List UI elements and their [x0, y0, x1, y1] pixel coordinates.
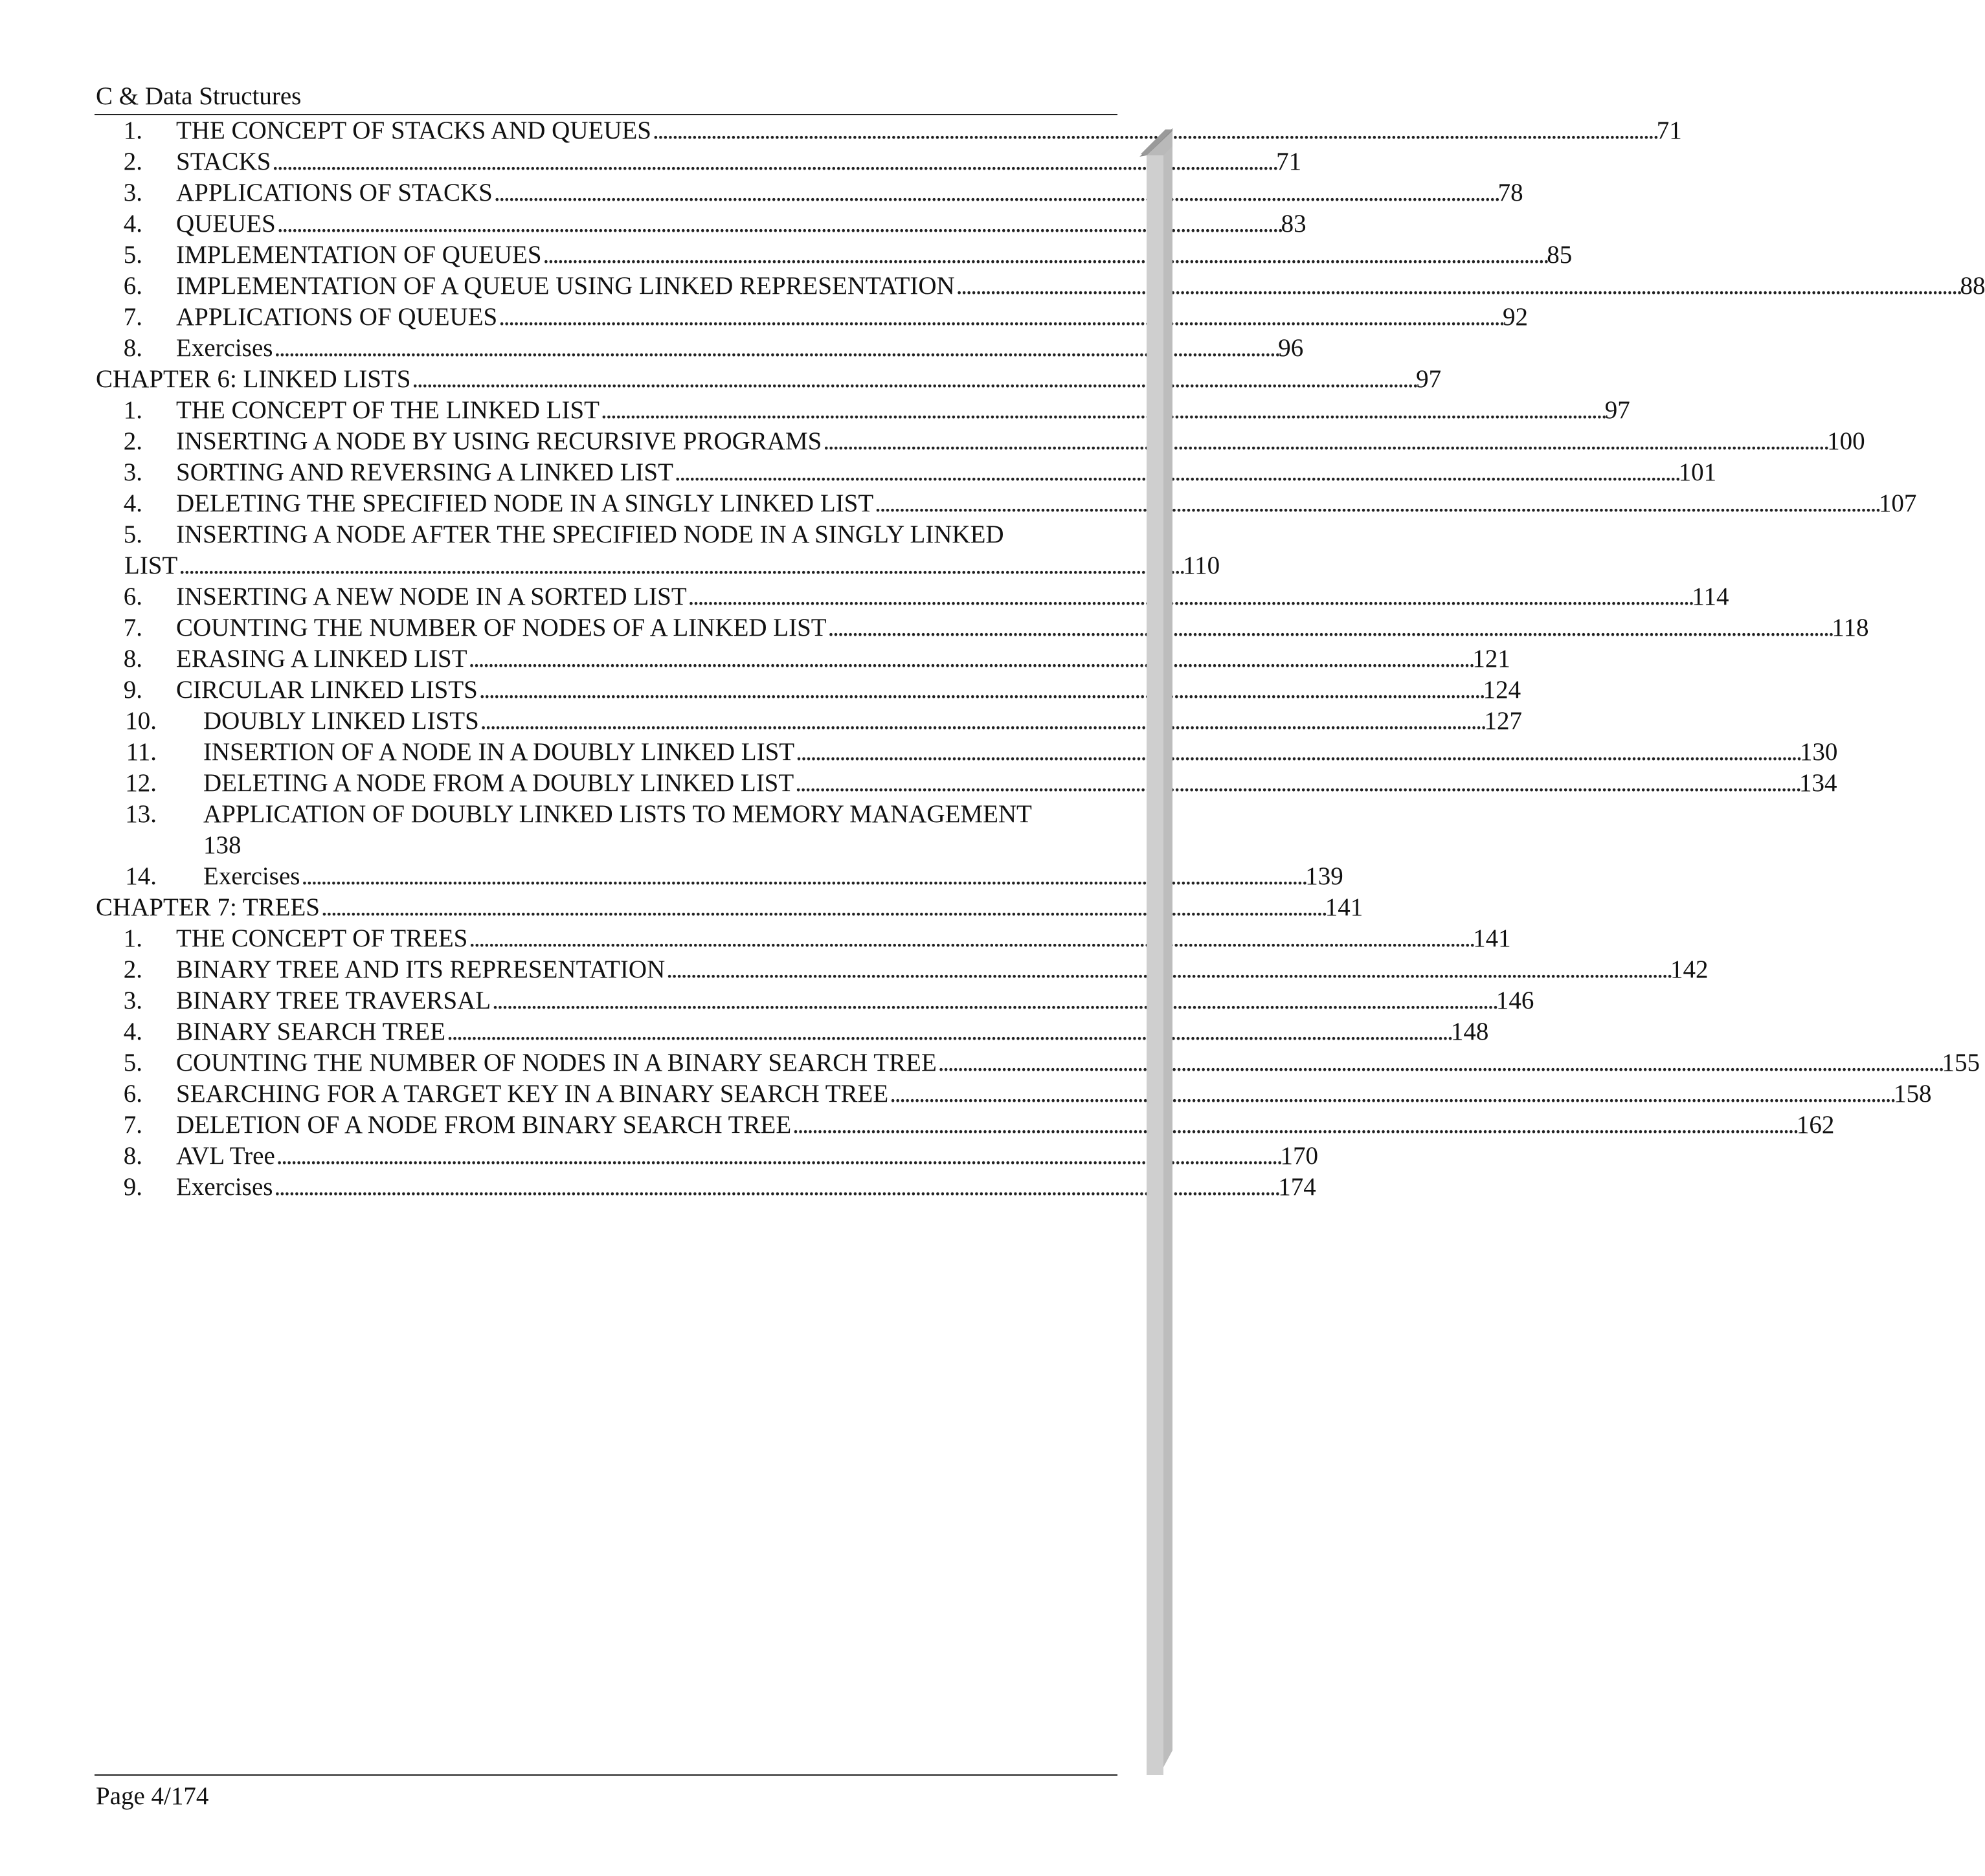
toc-page-number: 88 — [1960, 272, 1985, 300]
toc-page-number: 97 — [1604, 396, 1630, 424]
toc-entry-row — [96, 643, 1510, 675]
toc-entry-title: DELETING THE SPECIFIED NODE IN A SINGLY LINKED LIST — [176, 489, 874, 517]
toc-dot-leader — [956, 271, 1959, 302]
toc-entry-title: APPLICATIONS OF STACKS — [176, 179, 493, 207]
toc-dot-leader — [875, 488, 1878, 519]
toc-entry-title: SORTING AND REVERSING A LINKED LIST — [176, 458, 673, 486]
toc-entry-row — [96, 1172, 1316, 1203]
toc-page-number: 110 — [1183, 552, 1220, 579]
page-number: Page 4/174 — [96, 1782, 209, 1810]
toc-page-number: 100 — [1827, 427, 1865, 455]
toc-entry-title: STACKS — [176, 148, 271, 175]
toc-entry-title-continued: LIST — [124, 552, 178, 579]
toc-page-number: 118 — [1832, 614, 1869, 642]
toc-entry-number: 12. — [125, 769, 157, 797]
toc-entry-title: APPLICATIONS OF QUEUES — [176, 303, 498, 331]
toc-entry-row — [96, 1016, 1489, 1047]
toc-chapter-title: CHAPTER 7: TREES — [96, 893, 320, 921]
toc-entry-number: 7. — [123, 303, 142, 331]
toc-entry-number: 3. — [123, 458, 142, 486]
toc-entry-row — [96, 302, 1528, 333]
toc-entry-row — [96, 954, 1709, 985]
toc-entry-row — [96, 612, 1869, 643]
toc-entry-row — [96, 1078, 1932, 1110]
toc-entry-row — [96, 737, 1838, 768]
toc-page-number: 155 — [1942, 1049, 1980, 1077]
toc-page-number: 71 — [1276, 148, 1302, 175]
toc-page-number: 78 — [1497, 179, 1523, 207]
toc-dot-leader — [796, 737, 1799, 768]
toc-entry-number: 10. — [125, 707, 157, 735]
toc-page-number: 85 — [1547, 241, 1573, 269]
toc-entry-continuation — [96, 830, 1116, 861]
toc-entry-row — [96, 1141, 1319, 1172]
toc-entry-row — [96, 333, 1304, 364]
toc-entry-row — [96, 706, 1523, 737]
toc-entry-number: 5. — [123, 1049, 142, 1077]
toc-entry-number: 6. — [123, 583, 142, 610]
toc-entry-number: 3. — [123, 179, 142, 207]
toc-page-number: 170 — [1280, 1142, 1319, 1170]
toc-dot-leader — [469, 643, 1472, 675]
toc-entry-title: DELETION OF A NODE FROM BINARY SEARCH TREE — [176, 1111, 792, 1139]
toc-page-number: 146 — [1496, 987, 1534, 1014]
toc-entry-number: 4. — [123, 210, 142, 238]
toc-page-number: 92 — [1502, 303, 1528, 331]
toc-entry-row — [96, 240, 1573, 271]
toc-dot-leader — [890, 1078, 1892, 1110]
toc-entry-row — [96, 488, 1917, 519]
toc-entry-title: THE CONCEPT OF THE LINKED LIST — [176, 396, 600, 424]
page-edge-bar — [1139, 123, 1198, 1780]
toc-entry-number: 8. — [123, 334, 142, 362]
toc-entry-row — [96, 1047, 1980, 1078]
toc-entry-title: THE CONCEPT OF STACKS AND QUEUES — [176, 117, 651, 144]
toc-page-number: 148 — [1450, 1018, 1489, 1045]
toc-entry-row — [96, 457, 1717, 488]
toc-entry-number: 13. — [125, 800, 157, 828]
toc-dot-leader — [277, 208, 1280, 240]
toc-entry-title-continued: 138 — [203, 831, 241, 859]
toc-entry-row — [96, 923, 1511, 954]
toc-page-number: 158 — [1893, 1080, 1932, 1108]
toc-entry-title: Exercises — [203, 862, 300, 890]
toc-entry-number: 6. — [123, 272, 142, 300]
toc-entry-title: APPLICATION OF DOUBLY LINKED LISTS TO MEMORY MANAGEMENT — [203, 800, 1032, 828]
toc-entry-title: BINARY TREE AND ITS REPRESENTATION — [176, 955, 666, 983]
toc-entry-number: 8. — [123, 1142, 142, 1170]
toc-page-number: 142 — [1670, 955, 1709, 983]
toc-entry-row — [96, 799, 1116, 830]
toc-entry-title: COUNTING THE NUMBER OF NODES OF A LINKED LIST — [176, 614, 827, 642]
toc-page-number: 83 — [1281, 210, 1307, 238]
toc-dot-leader — [274, 1172, 1277, 1203]
toc-entry-row — [96, 768, 1837, 799]
toc-entry-title: IMPLEMENTATION OF QUEUES — [176, 241, 542, 269]
toc-entry-row — [96, 985, 1534, 1016]
toc-page-number: 174 — [1278, 1173, 1316, 1201]
toc-dot-leader — [179, 550, 1182, 581]
toc-dot-leader — [480, 706, 1483, 737]
toc-chapter-title: CHAPTER 6: LINKED LISTS — [96, 365, 411, 393]
toc-page-number: 127 — [1484, 707, 1523, 735]
toc-dot-leader — [274, 333, 1277, 364]
toc-dot-leader — [823, 426, 1826, 457]
toc-dot-leader — [447, 1016, 1450, 1047]
toc-entry-row — [96, 146, 1302, 177]
toc-entry-number: 8. — [123, 645, 142, 673]
toc-entry-number: 4. — [123, 1018, 142, 1045]
toc-entry-row — [96, 426, 1865, 457]
running-header-title: C & Data Structures — [96, 82, 302, 110]
toc-entry-number: 2. — [123, 955, 142, 983]
toc-entry-number: 2. — [123, 148, 142, 175]
toc-page-number: 124 — [1483, 676, 1521, 704]
toc-entry-title: COUNTING THE NUMBER OF NODES IN A BINARY SEARCH TREE — [176, 1049, 937, 1077]
toc-entry-row — [96, 581, 1729, 612]
toc-entry-title: QUEUES — [176, 210, 276, 238]
toc-entry-number: 11. — [126, 738, 157, 766]
toc-entry-number: 1. — [123, 117, 142, 144]
toc-dot-leader — [494, 177, 1497, 208]
toc-chapter-row — [96, 892, 1363, 923]
toc-entry-number: 7. — [123, 1111, 142, 1139]
toc-entry-row — [96, 115, 1682, 146]
toc-entry-row — [96, 861, 1343, 892]
toc-entry-number: 9. — [123, 676, 142, 704]
toc-entry-title: INSERTING A NEW NODE IN A SORTED LIST — [176, 583, 687, 610]
toc-dot-leader — [938, 1047, 1941, 1078]
toc-chapter-row — [96, 364, 1442, 395]
toc-entry-title: INSERTION OF A NODE IN A DOUBLY LINKED LIST — [203, 738, 795, 766]
toc-dot-leader — [492, 985, 1495, 1016]
toc-entry-title: DOUBLY LINKED LISTS — [203, 707, 479, 735]
toc-entry-number: 1. — [123, 396, 142, 424]
toc-entry-number: 5. — [123, 520, 142, 548]
toc-page-number: 97 — [1416, 365, 1442, 393]
toc-entry-row — [96, 208, 1307, 240]
toc-entry-number: 14. — [125, 862, 157, 890]
toc-entry-title: SEARCHING FOR A TARGET KEY IN A BINARY SEARCH TREE — [176, 1080, 889, 1108]
toc-entry-number: 2. — [123, 427, 142, 455]
toc-page-number: 141 — [1473, 924, 1511, 952]
toc-page-number: 141 — [1325, 893, 1363, 921]
toc-entry-number: 6. — [123, 1080, 142, 1108]
toc-dot-leader — [469, 923, 1472, 954]
table-of-contents — [96, 115, 1985, 1203]
toc-dot-leader — [543, 240, 1546, 271]
toc-page-number: 139 — [1305, 862, 1343, 890]
toc-dot-leader — [479, 675, 1482, 706]
toc-entry-title: THE CONCEPT OF TREES — [176, 924, 468, 952]
toc-entry-row — [96, 1110, 1835, 1141]
toc-dot-leader — [601, 395, 1604, 426]
toc-entry-title: INSERTING A NODE BY USING RECURSIVE PROGRAMS — [176, 427, 822, 455]
toc-entry-number: 3. — [123, 987, 142, 1014]
footer-rule — [95, 1774, 1117, 1776]
toc-dot-leader — [272, 146, 1275, 177]
toc-page-number: 162 — [1796, 1111, 1835, 1139]
toc-entry-title: ERASING A LINKED LIST — [176, 645, 467, 673]
toc-dot-leader — [828, 612, 1831, 643]
toc-page-number: 71 — [1656, 117, 1682, 144]
toc-page-number: 121 — [1472, 645, 1510, 673]
toc-entry-title: AVL Tree — [176, 1142, 275, 1170]
toc-dot-leader — [795, 768, 1798, 799]
toc-dot-leader — [499, 302, 1501, 333]
toc-entry-title: INSERTING A NODE AFTER THE SPECIFIED NODE IN A SINGLY LINKED — [176, 520, 1004, 548]
toc-entry-row — [96, 177, 1523, 208]
toc-entry-row — [96, 519, 1116, 550]
toc-entry-title: CIRCULAR LINKED LISTS — [176, 676, 478, 704]
toc-entry-title: IMPLEMENTATION OF A QUEUE USING LINKED REPRESENTATION — [176, 272, 955, 300]
toc-entry-title: Exercises — [176, 1173, 273, 1201]
toc-entry-continuation — [96, 550, 1220, 581]
toc-entry-number: 5. — [123, 241, 142, 269]
toc-entry-number: 7. — [123, 614, 142, 642]
toc-page-number: 107 — [1878, 489, 1917, 517]
toc-page-number: 114 — [1692, 583, 1729, 610]
toc-page-number: 101 — [1678, 458, 1717, 486]
toc-entry-row — [96, 395, 1630, 426]
toc-entry-number: 9. — [123, 1173, 142, 1201]
toc-dot-leader — [276, 1141, 1279, 1172]
toc-dot-leader — [792, 1110, 1795, 1141]
toc-page-number: 130 — [1799, 738, 1838, 766]
toc-entry-title: DELETING A NODE FROM A DOUBLY LINKED LIST — [203, 769, 794, 797]
toc-entry-row — [96, 271, 1985, 302]
toc-entry-title: Exercises — [176, 334, 273, 362]
toc-entry-number: 4. — [123, 489, 142, 517]
toc-entry-number: 1. — [123, 924, 142, 952]
toc-entry-title: BINARY SEARCH TREE — [176, 1018, 446, 1045]
toc-entry-title: BINARY TREE TRAVERSAL — [176, 987, 491, 1014]
toc-page-number: 96 — [1278, 334, 1304, 362]
toc-entry-row — [96, 675, 1521, 706]
toc-dot-leader — [412, 364, 1415, 395]
toc-page-number: 134 — [1799, 769, 1837, 797]
